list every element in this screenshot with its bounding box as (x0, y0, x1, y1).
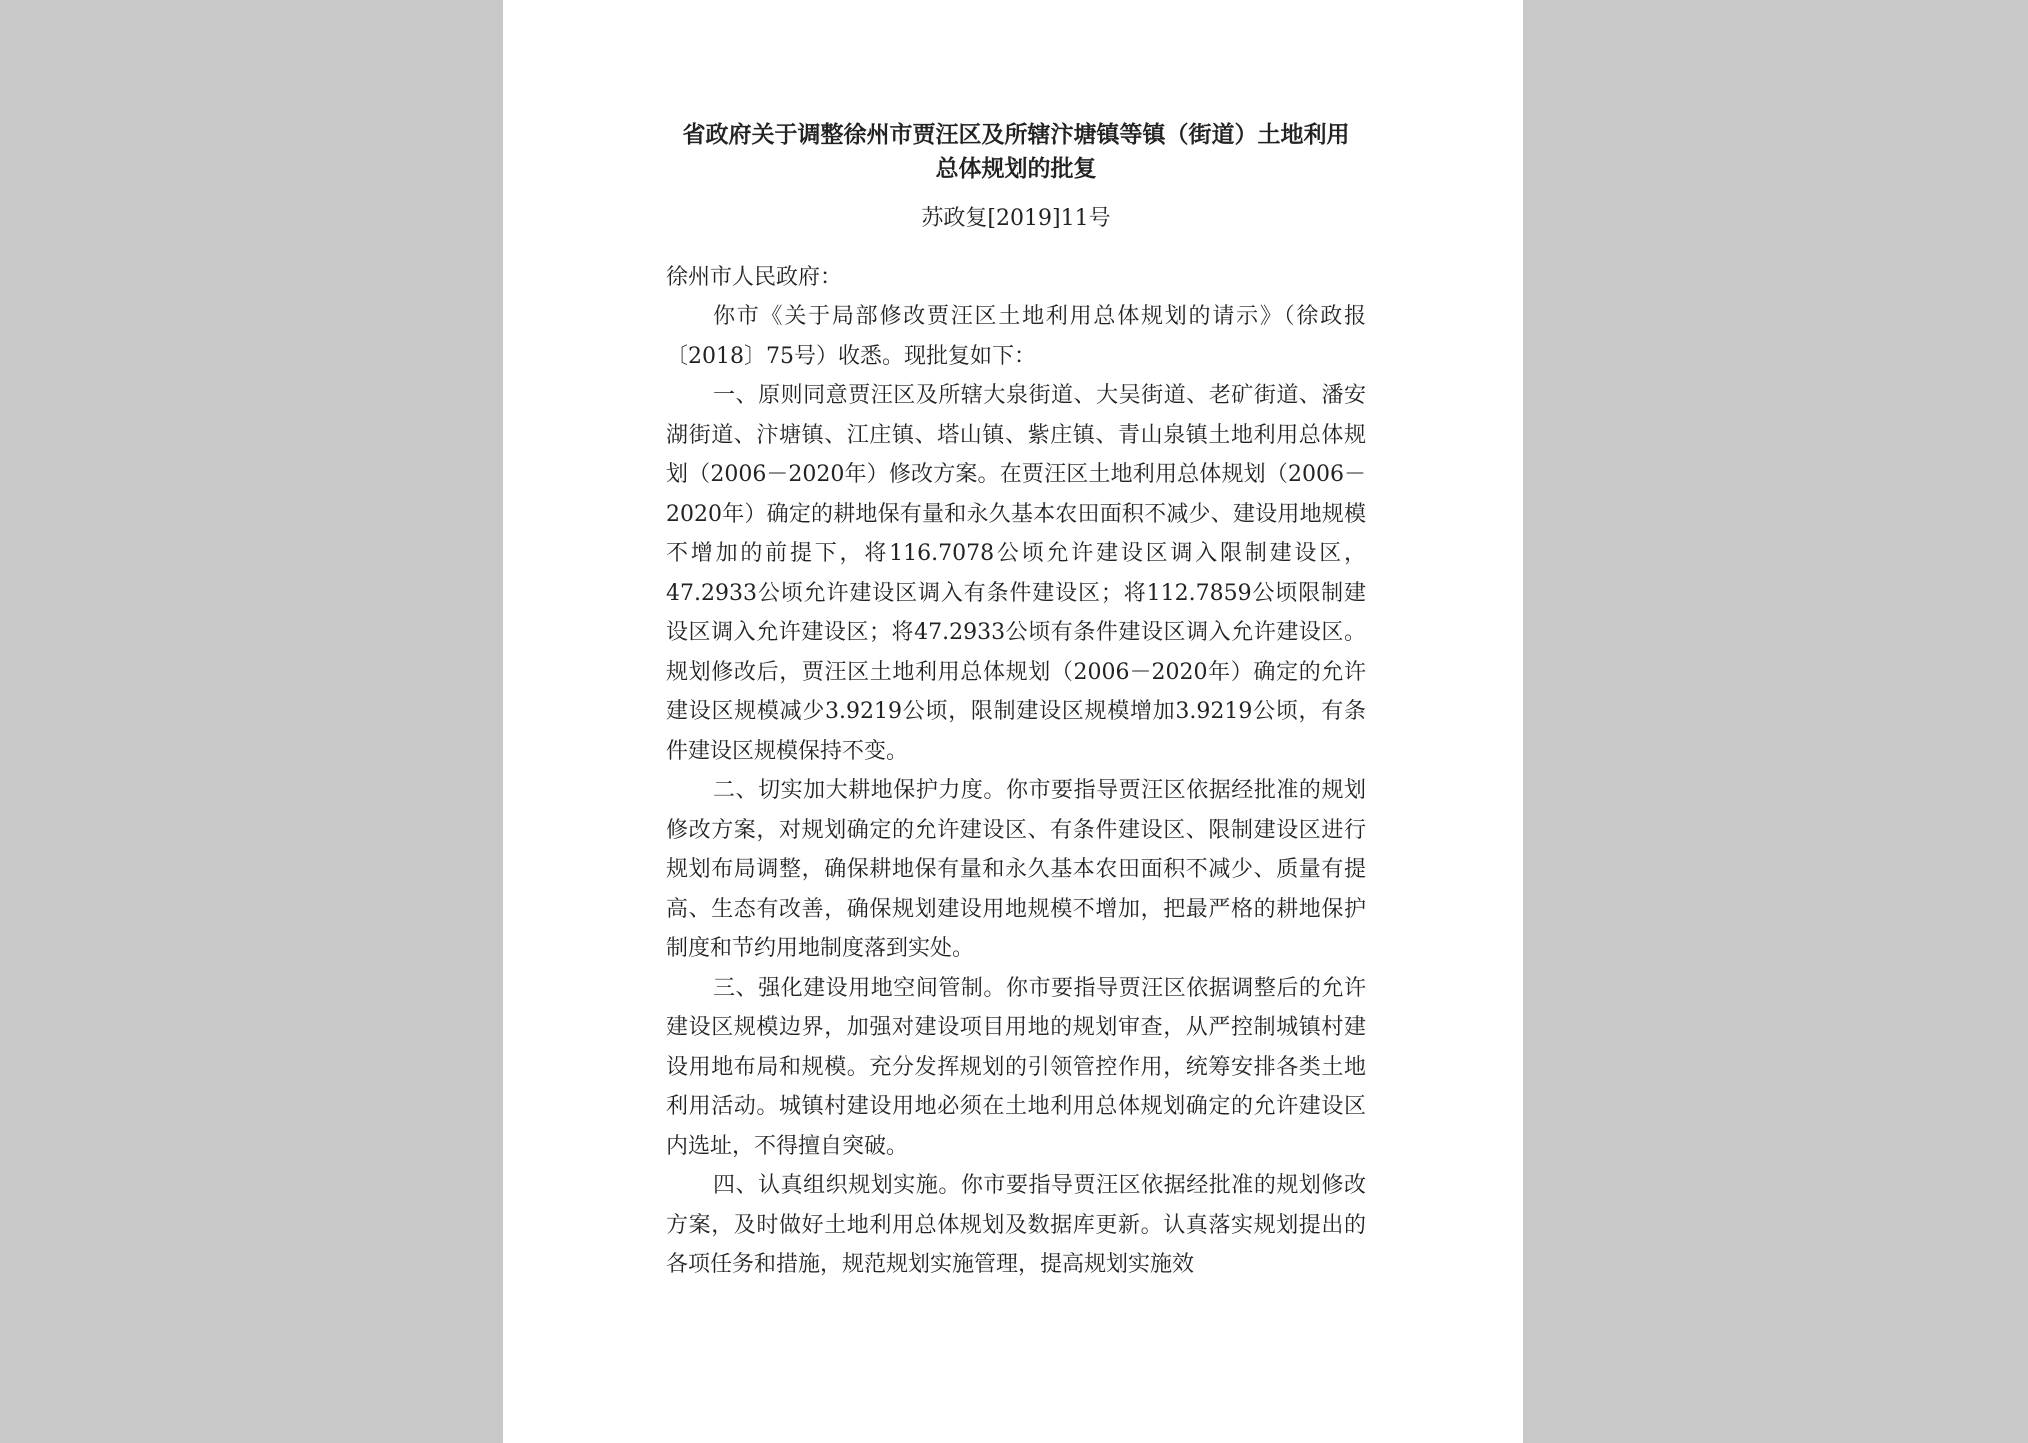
paragraph-item-1: 一、原则同意贾汪区及所辖大泉街道、大吴街道、老矿街道、潘安湖街道、汴塘镇、江庄镇、塔山镇、紫庄镇、青山泉镇土地利用总体规划（2006－2020年）修改方案。在贾汪区土地利用总体规划（2006－2020年）确定的耕地保有量和永久基本农田面积不减少、建设用地规模不增加的前提下，将116.7078公顷允许建设区调入限制建设区，47.2933公顷允许建设区调入有条件建设区；将112.7859公顷限制建设区调入允许建设区；将47.2933公顷有条件建设区调入允许建设区。规划修改后，贾汪区土地利用总体规划（2006－2020年）确定的允许建设区规模减少3.9219公顷，限制建设区规模增加3.9219公顷，有条件建设区规模保持不变。 (666, 383, 1366, 764)
title-line-2: 总体规划的批复 (935, 156, 1097, 182)
document-number: 苏政复[2019]11号 (921, 206, 1111, 231)
document-title (666, 118, 1366, 186)
paragraph-item-4: 四、认真组织规划实施。你市要指导贾汪区依据经批准的规划修改方案，及时做好土地利用总体规划及数据库更新。认真落实规划提出的各项任务和措施，规范规划实施管理，提高规划实施效 (666, 1173, 1366, 1277)
paragraph-item-3: 三、强化建设用地空间管制。你市要指导贾汪区依据调整后的允许建设区规模边界，加强对建设项目用地的规划审查，从严控制城镇村建设用地布局和规模。充分发挥规划的引领管控作用，统筹安排各类土地利用活动。城镇村建设用地必须在土地利用总体规划确定的允许建设区内选址，不得擅自突破。 (666, 975, 1366, 1159)
page-content (666, 118, 1366, 1285)
paragraph-item-2: 二、切实加大耕地保护力度。你市要指导贾汪区依据经批准的规划修改方案，对规划确定的允许建设区、有条件建设区、限制建设区进行规划布局调整，确保耕地保有量和永久基本农田面积不减少、质量有提高、生态有改善，确保规划建设用地规模不增加，把最严格的耕地保护制度和节约用地制度落到实处。 (666, 778, 1366, 961)
document-page (503, 0, 1523, 1443)
addressee: 徐州市人民政府： (666, 265, 843, 290)
paragraph-intro: 你市《关于局部修改贾汪区土地利用总体规划的请示》（徐政报〔2018〕75号）收悉。现批复如下： (666, 304, 1366, 369)
title-line-1: 省政府关于调整徐州市贾汪区及所辖汴塘镇等镇（街道）土地利用 (682, 122, 1350, 148)
